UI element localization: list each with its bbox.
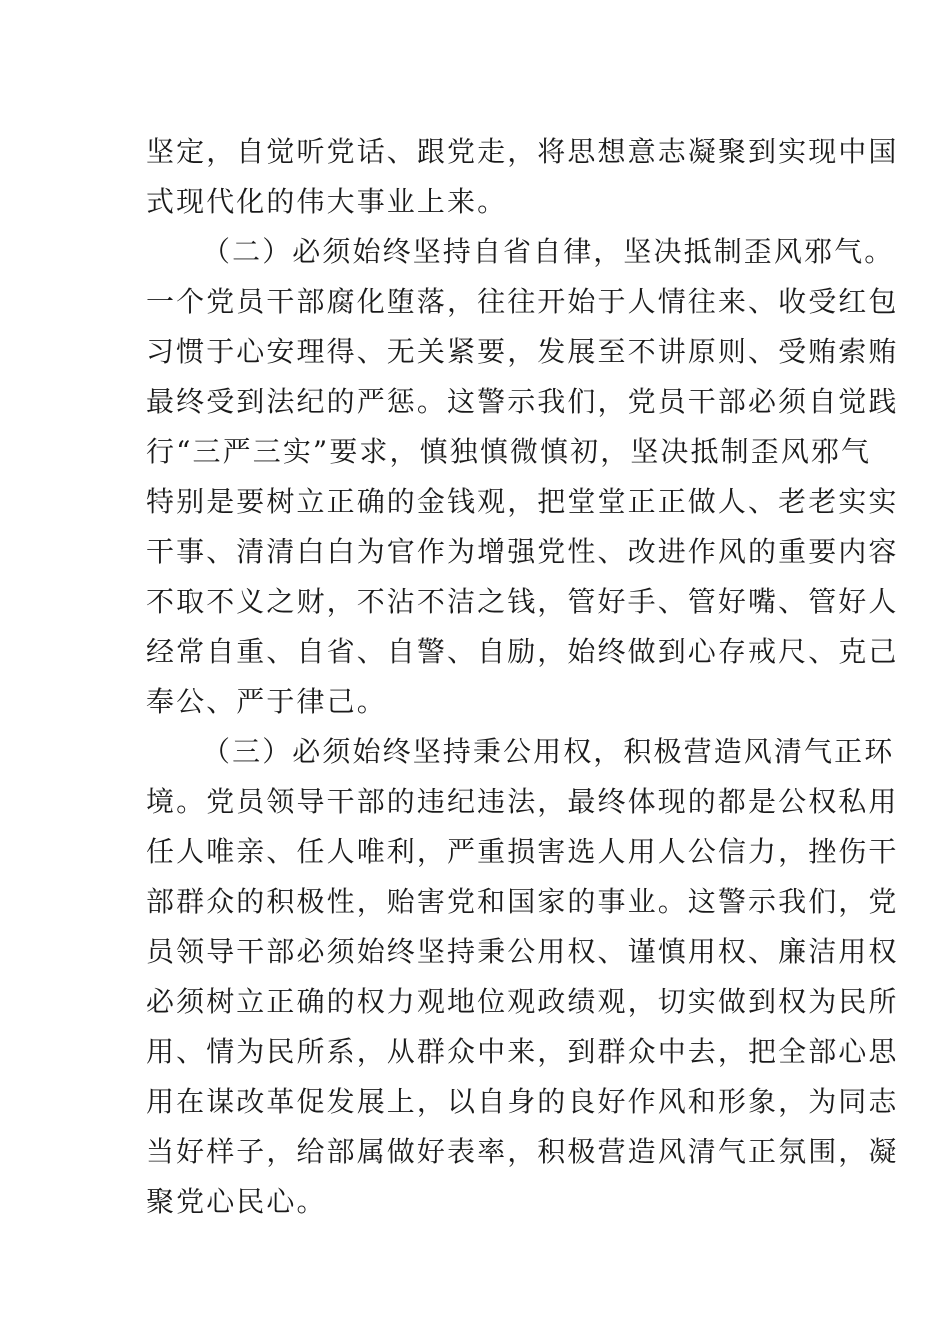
paragraph-line: 习惯于心安理得、无关紧要，发展至不讲原则、受贿索贿: [146, 335, 899, 368]
paragraph-line: 奉公、严于律己。: [146, 685, 387, 718]
paragraph-line: 部群众的积极性，贻害党和国家的事业。这警示我们，党: [146, 885, 899, 918]
section-heading-2: （二）必须始终坚持自省自律，坚决抵制歪风邪气。: [202, 235, 895, 268]
paragraph-line: 特别是要树立正确的金钱观，把堂堂正正做人、老老实实: [146, 485, 899, 518]
paragraph-line: 任人唯亲、任人唯利，严重损害选人用人公信力，挫伤干: [146, 835, 899, 868]
paragraph-line: 坚定，自觉听党话、跟党走，将思想意志凝聚到实现中国: [146, 135, 899, 168]
paragraph-line: 式现代化的伟大事业上来。: [146, 185, 508, 218]
paragraph-line: 最终受到法纪的严惩。这警示我们，党员干部必须自觉践: [146, 385, 899, 418]
paragraph-line: 用、情为民所系，从群众中来，到群众中去，把全部心思: [146, 1035, 899, 1068]
paragraph-line: 一个党员干部腐化堕落，往往开始于人情往来、收受红包: [146, 285, 899, 318]
paragraph-line: 必须树立正确的权力观地位观政绩观，切实做到权为民所: [146, 985, 899, 1018]
section-heading-3: （三）必须始终坚持秉公用权，积极营造风清气正环: [202, 735, 895, 768]
paragraph-line: 干事、清清白白为官作为增强党性、改进作风的重要内容: [146, 535, 899, 568]
paragraph-line: 员领导干部必须始终坚持秉公用权、谨慎用权、廉洁用权: [146, 935, 899, 968]
paragraph-line: 用在谋改革促发展上，以自身的良好作风和形象，为同志: [146, 1085, 899, 1118]
paragraph-line: 当好样子，给部属做好表率，积极营造风清气正氛围，凝: [146, 1135, 899, 1168]
paragraph-line: 行“三严三实”要求，慎独慎微慎初，坚决抵制歪风邪气: [146, 435, 872, 468]
paragraph-line: 不取不义之财，不沾不洁之钱，管好手、管好嘴、管好人: [146, 585, 899, 618]
paragraph-line: 经常自重、自省、自警、自励，始终做到心存戒尺、克己: [146, 635, 899, 668]
paragraph-line: 境。党员领导干部的违纪违法，最终体现的都是公权私用: [146, 785, 899, 818]
paragraph-line: 聚党心民心。: [146, 1185, 327, 1218]
